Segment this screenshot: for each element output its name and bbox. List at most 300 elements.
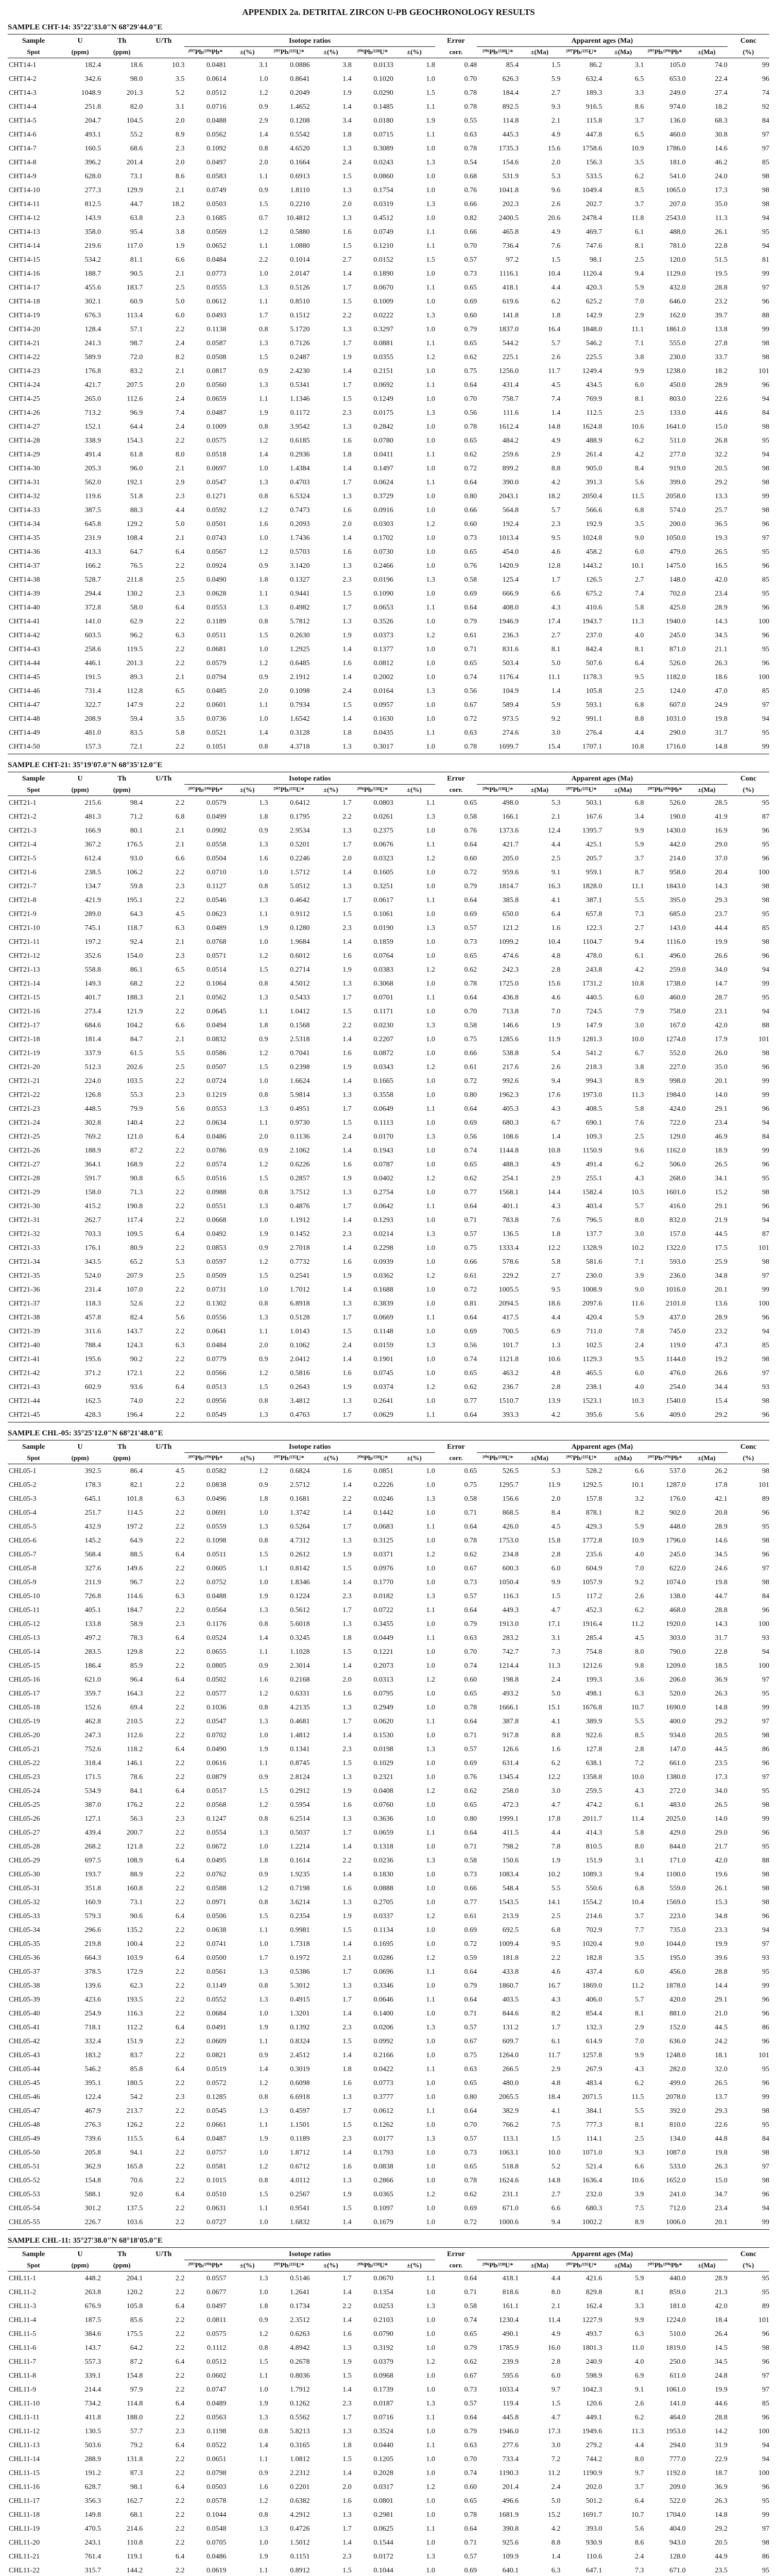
table-cell: 14.6: [715, 144, 728, 152]
table-cell: 371.2: [84, 1369, 101, 1377]
table-cell: 85: [762, 158, 769, 166]
table-cell: 0.0749: [373, 228, 393, 236]
table-cell: 100: [758, 1299, 769, 1308]
spot-id: CHL05-30: [9, 1870, 40, 1878]
table-cell: 4.1: [551, 1717, 561, 1725]
table-cell: 593.1: [585, 701, 602, 709]
table-cell: 102.5: [585, 1341, 602, 1349]
table-cell: 0.0652: [206, 242, 227, 250]
table-cell: 0.2201: [290, 2483, 310, 2491]
table-cell: 0.0514: [206, 965, 227, 974]
table-cell: 92.0: [130, 2190, 143, 2198]
table-cell: 4.9: [551, 1160, 561, 1168]
spot-id: CHT14-33: [9, 506, 40, 514]
table-cell: 132.3: [585, 2023, 602, 2031]
table-cell: 249.0: [669, 89, 686, 97]
column-header: (%): [728, 1453, 769, 1464]
table-cell: 1.0: [426, 2455, 435, 2463]
table-cell: 1.2: [426, 1383, 435, 1391]
table-cell: 2050.4: [582, 492, 602, 500]
table-cell: 1.0: [426, 548, 435, 556]
table-cell: 4.5: [551, 381, 561, 389]
table-cell: 96: [762, 1912, 769, 1920]
spot-id: CHL05-10: [9, 1592, 40, 1600]
table-cell: 1.2: [259, 659, 268, 667]
table-cell: 79.2: [130, 2441, 143, 2449]
table-cell: 1.3: [426, 575, 435, 584]
table-cell: 1.1: [426, 1717, 435, 1725]
table-cell: 213.7: [126, 2107, 143, 2115]
table-cell: 0.2103: [373, 2316, 393, 2324]
table-cell: 557.3: [84, 2358, 101, 2366]
table-cell: 671.0: [669, 2566, 686, 2574]
table-cell: 0.64: [464, 2413, 477, 2421]
table-cell: 84.1: [130, 1787, 143, 1795]
spot-id: CHL11-16: [9, 2483, 40, 2491]
table-cell: 1.1: [426, 993, 435, 1002]
column-header: ²⁰⁷Pb/²⁰⁶Pb*: [644, 47, 686, 58]
table-row: [8, 1617, 769, 1631]
table-cell: 0.0564: [206, 1606, 227, 1614]
table-cell: 1.5: [342, 701, 352, 709]
table-cell: 0.8: [259, 1620, 268, 1628]
table-row: [8, 1575, 769, 1589]
table-cell: 5.1720: [290, 325, 310, 333]
table-cell: 528.7: [84, 575, 101, 584]
table-cell: 418.1: [502, 2274, 519, 2282]
table-cell: 1.3: [259, 2413, 268, 2421]
table-cell: 1.0: [426, 1397, 435, 1405]
table-cell: 188.0: [126, 2413, 143, 2421]
table-cell: 122.4: [84, 2093, 101, 2101]
group-header-u: U: [59, 772, 101, 785]
spot-id: CHL05-34: [9, 1926, 40, 1934]
table-row: [8, 2564, 769, 2576]
table-cell: 1.3: [259, 1606, 268, 1614]
table-cell: 78.6: [130, 1773, 143, 1781]
table-cell: 18.6: [130, 61, 143, 69]
table-cell: 175.5: [126, 2330, 143, 2338]
table-cell: 0.0246: [373, 1495, 393, 1503]
spot-id: CHL05-50: [9, 2148, 40, 2157]
table-cell: 160.9: [84, 1898, 101, 1906]
table-cell: 98: [762, 1397, 769, 1405]
table-cell: 2078.0: [666, 2093, 686, 2101]
table-cell: 4.4: [635, 2441, 644, 2449]
table-cell: 0.6412: [290, 799, 310, 807]
table-cell: 798.2: [502, 1842, 519, 1851]
table-cell: 8.0: [551, 2288, 561, 2296]
table-cell: 26.6: [715, 952, 728, 960]
table-cell: 1.3: [342, 1091, 352, 1099]
table-cell: 0.9: [259, 367, 268, 375]
table-cell: 34.1: [715, 1174, 728, 1182]
spot-id: CHL11-13: [9, 2441, 40, 2449]
table-cell: 231.4: [84, 1285, 101, 1294]
table-cell: 26.0: [715, 1049, 728, 1057]
table-cell: 6.8918: [290, 1299, 310, 1308]
table-cell: 1.0: [426, 2511, 435, 2519]
column-header: ±(Ma): [686, 2260, 728, 2272]
table-cell: 240.9: [585, 2358, 602, 2366]
table-cell: 160.5: [84, 144, 101, 152]
table-cell: 0.1859: [373, 938, 393, 946]
table-cell: 2.1: [175, 993, 185, 1002]
table-cell: 1.4: [342, 1481, 352, 1489]
table-cell: 2.1: [551, 116, 561, 125]
column-header: ±(%): [393, 2260, 435, 2272]
table-cell: 1652.0: [666, 2176, 686, 2184]
table-cell: 636.0: [669, 2037, 686, 2045]
table-cell: 5.8: [551, 1258, 561, 1266]
table-cell: 0.0731: [206, 1285, 227, 1294]
table-cell: 0.4512: [373, 214, 393, 222]
table-cell: 1.0: [426, 1467, 435, 1475]
spot-id: CHL05-17: [9, 1689, 40, 1698]
table-cell: 0.65: [464, 1467, 477, 1475]
table-cell: 136.5: [502, 1230, 519, 1238]
table-cell: 1946.9: [498, 617, 519, 625]
table-cell: 2.3: [175, 2427, 185, 2435]
table-cell: 0.0747: [206, 2385, 227, 2394]
column-header: [143, 2260, 184, 2272]
table-cell: 1013.4: [498, 534, 519, 542]
table-cell: 0.1271: [206, 492, 227, 500]
table-cell: 3.4: [342, 116, 352, 125]
table-cell: 176.0: [669, 1495, 686, 1503]
table-cell: 0.1442: [373, 1509, 393, 1517]
table-cell: 96: [762, 2358, 769, 2366]
table-cell: 1.3: [342, 1898, 352, 1906]
table-cell: 1322.0: [666, 1244, 686, 1252]
table-cell: 2.2: [175, 2455, 185, 2463]
table-cell: 464.0: [669, 2413, 686, 2421]
table-cell: 1.3: [342, 2176, 352, 2184]
table-cell: 96.9: [130, 409, 143, 417]
table-row: [8, 1283, 769, 1297]
table-cell: 390.0: [502, 478, 519, 486]
table-cell: 0.0524: [206, 1634, 227, 1642]
table-cell: 2.2: [175, 2204, 185, 2212]
table-cell: 20.4: [715, 868, 728, 876]
table-cell: 378.5: [84, 1968, 101, 1976]
table-cell: 1100.0: [666, 1870, 686, 1878]
table-cell: 1443.2: [582, 562, 602, 570]
table-cell: 431.4: [502, 381, 519, 389]
spot-id: CHT21-45: [8, 1408, 59, 1422]
table-cell: 131.2: [502, 2023, 519, 2031]
table-cell: 98: [762, 339, 769, 347]
table-row: [8, 2466, 769, 2480]
spot-id: CHT14-41: [9, 617, 40, 625]
table-cell: 0.0491: [206, 2023, 227, 2031]
table-cell: 8.9: [602, 2215, 644, 2230]
table-row: [8, 1937, 769, 1951]
table-cell: 8.0: [635, 1648, 644, 1656]
table-cell: 1238.0: [666, 367, 686, 375]
table-row: [8, 698, 769, 712]
table-cell: 52.6: [130, 1299, 143, 1308]
table-cell: 26.3: [715, 1689, 728, 1698]
table-cell: 0.1605: [373, 868, 393, 876]
table-cell: 0.0518: [206, 450, 227, 459]
column-header: ²⁰⁷Pb/²⁰⁶Pb*: [184, 47, 226, 58]
table-cell: 1.7: [342, 1995, 352, 2004]
table-cell: 0.65: [464, 1801, 477, 1809]
table-cell: 1.0: [426, 1077, 435, 1085]
table-row: [8, 128, 769, 142]
table-cell: 2.2: [175, 1355, 185, 1363]
table-row: [8, 1868, 769, 1882]
table-cell: 96: [762, 1509, 769, 1517]
table-cell: 1.3: [342, 186, 352, 194]
table-cell: 400.0: [669, 1717, 686, 1725]
table-cell: 718.1: [84, 2023, 101, 2031]
table-cell: 156.6: [502, 1495, 519, 1503]
table-cell: 205.7: [585, 854, 602, 862]
table-cell: 650.0: [502, 910, 519, 918]
table-cell: 1.3: [259, 603, 268, 612]
table-cell: 0.78: [464, 89, 477, 97]
table-cell: 671.0: [502, 2204, 519, 2212]
table-cell: 197.2: [84, 938, 101, 946]
spot-id: CHT14-31: [9, 478, 40, 486]
table-cell: 29.1: [715, 1105, 728, 1113]
table-cell: 225.5: [585, 353, 602, 361]
table-cell: 115.8: [586, 116, 602, 125]
table-cell: 70.6: [130, 2176, 143, 2184]
table-cell: 1.0: [426, 1940, 435, 1948]
table-cell: 86.1: [130, 965, 143, 974]
spot-id: CHL05-52: [9, 2176, 40, 2184]
table-cell: 1.4: [342, 1731, 352, 1739]
table-cell: 700.5: [502, 1327, 519, 1335]
table-cell: 1.5012: [290, 2538, 310, 2547]
table-cell: 2.5: [635, 409, 644, 417]
group-header-spot: Sample: [8, 772, 59, 785]
table-cell: 10.1: [631, 562, 644, 570]
table-cell: 0.0817: [206, 367, 227, 375]
table-cell: 112.6: [127, 1731, 143, 1739]
table-cell: 1000.6: [477, 2215, 519, 2230]
table-cell: 98: [762, 1188, 769, 1196]
table-cell: 76.5: [130, 562, 143, 570]
table-cell: 97: [762, 2385, 769, 2394]
table-cell: 1.4: [310, 2215, 352, 2230]
table-cell: 0.0696: [373, 1968, 393, 1976]
table-cell: 6.9: [635, 2371, 644, 2380]
table-cell: 1176.4: [499, 673, 519, 681]
table-cell: 18.1: [715, 2051, 728, 2059]
table-cell: 6.4: [175, 2399, 185, 2408]
table-cell: 401.7: [84, 993, 101, 1002]
table-cell: 1.6: [259, 520, 268, 528]
table-cell: 188.7: [84, 269, 101, 278]
table-cell: 96: [762, 2009, 769, 2018]
table-cell: 5.0512: [290, 882, 310, 890]
column-header: ²⁰⁷Pb/²⁰⁶Pb*: [644, 1453, 686, 1464]
table-cell: 0.1739: [373, 2385, 393, 2394]
table-cell: 97.9: [130, 2385, 143, 2394]
table-cell: 1.1: [259, 2204, 268, 2212]
table-cell: 98: [762, 1536, 769, 1545]
table-cell: 100: [758, 2427, 769, 2435]
table-cell: 0.6098: [290, 2079, 310, 2087]
table-cell: 1.5: [259, 2190, 268, 2198]
table-cell: 734.2: [84, 2399, 101, 2408]
table-cell: 1691.7: [582, 2511, 602, 2519]
table-cell: 0.82: [464, 214, 477, 222]
table-cell: 5.2: [175, 89, 185, 97]
table-cell: 0.67: [464, 1564, 477, 1572]
table-cell: 122.3: [585, 924, 602, 932]
table-cell: 0.4915: [290, 1995, 310, 2004]
table-cell: 94: [762, 2441, 769, 2449]
table-cell: 0.0924: [206, 562, 227, 570]
table-cell: 0.0653: [373, 603, 393, 612]
table-cell: 63.8: [130, 214, 143, 222]
table-cell: 5.6018: [290, 1620, 310, 1628]
table-cell: 276.4: [585, 728, 602, 737]
table-cell: 1.7: [342, 1717, 352, 1725]
table-cell: 4.7312: [290, 1536, 310, 1545]
table-cell: 0.78: [464, 103, 477, 111]
table-cell: 2.0: [342, 520, 352, 528]
table-cell: 440.5: [585, 993, 602, 1002]
table-row: [8, 2411, 769, 2425]
table-cell: 137.7: [585, 1230, 602, 1238]
table-cell: 98.1: [589, 256, 602, 264]
table-cell: 1.3742: [290, 1509, 310, 1517]
table-cell: 1.3: [342, 826, 352, 835]
table-cell: 98: [762, 2538, 769, 2547]
table-cell: 0.0620: [373, 1717, 393, 1725]
table-cell: 5.8213: [290, 2427, 310, 2435]
table-cell: 332.4: [84, 2037, 101, 2045]
table-cell: 101: [758, 1481, 769, 1489]
spot-id: CHT21-14: [9, 979, 40, 988]
table-cell: 184.7: [126, 1606, 143, 1614]
table-cell: 125.4: [502, 575, 519, 584]
table-cell: 206.0: [669, 1675, 686, 1684]
table-cell: 7.4: [551, 395, 561, 403]
table-cell: 200.0: [669, 520, 686, 528]
table-cell: 142.9: [585, 311, 602, 319]
table-cell: 2.3: [342, 1745, 352, 1753]
table-cell: 105.8: [126, 2302, 143, 2310]
table-cell: 1475.0: [666, 562, 686, 570]
table-cell: 2.9: [259, 116, 268, 125]
table-cell: 2.2: [175, 2469, 185, 2477]
table-cell: 6.5: [175, 965, 185, 974]
table-cell: 1.4: [342, 1244, 352, 1252]
table-cell: 0.63: [464, 2065, 477, 2073]
spot-id: CHT14-4: [9, 103, 37, 111]
table-cell: 11.3: [715, 214, 728, 222]
table-cell: 219.6: [84, 242, 101, 250]
table-cell: 1.1: [259, 1926, 268, 1934]
table-cell: 1785.9: [498, 2344, 519, 2352]
table-cell: 6.4: [551, 910, 561, 918]
table-cell: 34.5: [715, 2358, 728, 2366]
table-cell: 0.0569: [206, 228, 227, 236]
table-cell: 7.8: [635, 1327, 644, 1335]
table-cell: 1.2: [259, 89, 268, 97]
table-cell: 1.5: [342, 172, 352, 180]
table-cell: 5.5: [635, 2107, 644, 2115]
table-cell: 0.8: [259, 1703, 268, 1711]
table-cell: 711.0: [586, 1327, 602, 1335]
table-cell: 96: [728, 1408, 769, 1422]
table-cell: 0.0659: [206, 395, 227, 403]
table-cell: 34.0: [715, 1787, 728, 1795]
table-cell: 1.0: [259, 2288, 268, 2296]
table-cell: 1.4: [342, 2051, 352, 2059]
table-cell: 550.6: [585, 1884, 602, 1892]
table-cell: 1861.0: [666, 325, 686, 333]
table-cell: 0.64: [464, 2107, 477, 2115]
table-cell: 11.6: [631, 1299, 644, 1308]
table-row: [8, 406, 769, 420]
table-cell: 73.1: [130, 172, 143, 180]
table-cell: 88.5: [130, 1550, 143, 1558]
table-cell: 6.8: [635, 1884, 644, 1892]
table-cell: 230.0: [669, 353, 686, 361]
table-cell: 0.65: [464, 659, 477, 667]
group-header-apparent: Apparent ages (Ma): [477, 35, 728, 47]
table-cell: 193.7: [84, 1870, 101, 1878]
table-cell: 9.2: [551, 715, 561, 723]
table-cell: 393.0: [585, 2524, 602, 2533]
table-cell: 5.3: [175, 1258, 185, 1266]
table-cell: 0.0374: [373, 1383, 393, 1391]
table-cell: 0.0567: [206, 548, 227, 556]
table-cell: 10.4: [547, 269, 561, 278]
table-cell: 1.5: [342, 2204, 352, 2212]
table-cell: 916.5: [585, 103, 602, 111]
table-cell: 1.4: [259, 1634, 268, 1642]
table-cell: 0.76: [464, 186, 477, 194]
spot-id: CHT21-33: [9, 1244, 40, 1252]
spot-id: CHT14-27: [9, 422, 40, 431]
table-cell: 1264.0: [498, 2051, 519, 2059]
table-cell: 1.6: [342, 1467, 352, 1475]
table-cell: 3.0: [551, 2441, 561, 2449]
table-cell: 96: [762, 1160, 769, 1168]
table-cell: 18.2: [547, 492, 561, 500]
table-cell: 17.8: [547, 1815, 561, 1823]
table-cell: 1.0: [426, 2469, 435, 2477]
table-cell: 2.3: [342, 2552, 352, 2561]
table-cell: 0.70: [464, 75, 477, 83]
table-cell: 526.0: [669, 659, 686, 667]
table-cell: 96.4: [130, 1675, 143, 1684]
table-cell: 96: [762, 952, 769, 960]
table-cell: 143.9: [84, 214, 101, 222]
table-cell: 18.2: [171, 200, 185, 208]
table-cell: 1.0: [426, 952, 435, 960]
table-cell: 141.8: [502, 311, 519, 319]
table-cell: 1.5: [426, 256, 435, 264]
table-cell: 205.0: [502, 854, 519, 862]
table-row: [8, 1645, 769, 1659]
table-cell: 0.0496: [206, 1495, 227, 1503]
table-cell: 0.0582: [206, 1467, 227, 1475]
table-cell: 20.8: [715, 1509, 728, 1517]
table-cell: 1.3: [226, 1408, 268, 1422]
table-cell: 0.6185: [290, 436, 310, 445]
table-cell: 6.4: [175, 1550, 185, 1558]
